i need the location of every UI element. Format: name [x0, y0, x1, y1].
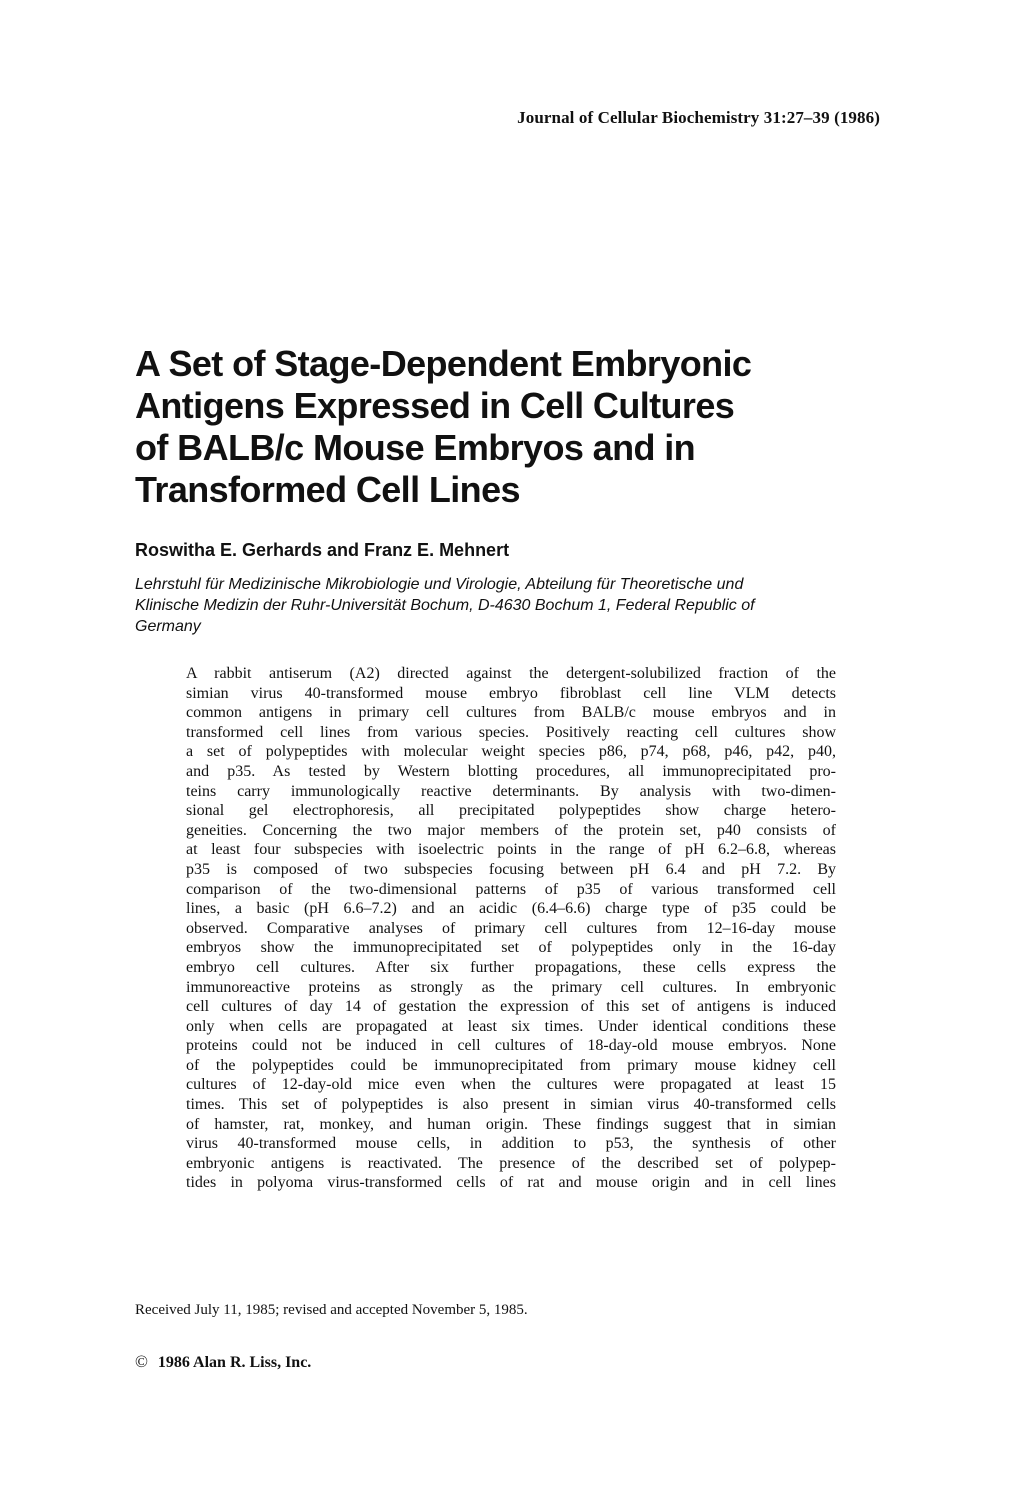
abstract-line: and p35. As tested by Western blotting procedures, all immunoprecipitated pro- — [186, 762, 836, 780]
abstract-line: sional gel electrophoresis, all precipitated polypeptides show charge hetero- — [186, 802, 836, 820]
copyright-holder: 1986 Alan R. Liss, Inc. — [157, 1354, 312, 1371]
abstract-line: virus 40-transformed mouse cells, in addition to p53, the synthesis of other — [186, 1135, 836, 1153]
copyright-notice — [135, 1352, 311, 1372]
authors: Roswitha E. Gerhards and Franz E. Mehnert — [135, 540, 510, 560]
abstract-line: p35 is composed of two subspecies focusing between pH 6.4 and pH 7.2. By — [186, 860, 836, 878]
abstract-line: a set of polypeptides with molecular weight species p86, p74, p68, p46, p42, p40, — [186, 743, 836, 761]
abstract-line: only when cells are propagated at least six times. Under identical conditions these — [186, 1017, 836, 1035]
title-line: Transformed Cell Lines — [135, 469, 520, 510]
abstract-line: tides in polyoma virus-transformed cells of rat and mouse origin and in cell lines — [186, 1174, 836, 1192]
abstract-line: cultures of 12-day-old mice even when the cultures were propagated at least 15 — [186, 1076, 836, 1094]
abstract-line: embryonic antigens is reactivated. The presence of the described set of polypep- — [186, 1154, 836, 1172]
article-title — [135, 343, 855, 511]
abstract-line: times. This set of polypeptides is also present in simian virus 40-transformed cells — [186, 1096, 836, 1114]
abstract-line: teins carry immunologically reactive determinants. By analysis with two-dimen- — [186, 782, 836, 800]
affiliation — [135, 574, 875, 637]
title-line: of BALB/c Mouse Embryos and in — [135, 427, 696, 468]
copyright-icon: © — [135, 1352, 148, 1371]
affiliation-line: Lehrstuhl für Medizinische Mikrobiologie und Virologie, Abteilung für Theoretische und — [135, 576, 744, 593]
abstract-line: comparison of the two-dimensional patterns of p35 of various transformed cell — [186, 880, 836, 898]
abstract-line: simian virus 40-transformed mouse embryo fibroblast cell line VLM detects — [186, 684, 836, 702]
received-note: Received July 11, 1985; revised and accepted November 5, 1985. — [135, 1302, 528, 1318]
abstract-line: proteins could not be induced in cell cultures of 18-day-old mouse embryos. None — [186, 1037, 836, 1055]
title-line: Antigens Expressed in Cell Cultures — [135, 385, 735, 426]
abstract-line: embryo cell cultures. After six further propagations, these cells express the — [186, 958, 836, 976]
affiliation-line: Klinische Medizin der Ruhr-Universität Bochum, D-4630 Bochum 1, Federal Republic of — [135, 597, 755, 614]
abstract-line: cell cultures of day 14 of gestation the expression of this set of antigens is induced — [186, 998, 836, 1016]
abstract-line: lines, a basic (pH 6.6–7.2) and an acidic (6.4–6.6) charge type of p35 could be — [186, 900, 836, 918]
abstract-line: common antigens in primary cell cultures from BALB/c mouse embryos and in — [186, 704, 836, 722]
abstract-line: of hamster, rat, monkey, and human origin. These findings suggest that in simian — [186, 1115, 836, 1133]
abstract-line: at least four subspecies with isoelectric points in the range of pH 6.2–6.8, whereas — [186, 841, 836, 859]
abstract-line: observed. Comparative analyses of primary cell cultures from 12–16-day mouse — [186, 919, 836, 937]
abstract-line: transformed cell lines from various species. Positively reacting cell cultures show — [186, 723, 836, 741]
abstract-line: A rabbit antiserum (A2) directed against the detergent-solubilized fraction of the — [186, 665, 836, 682]
abstract-line: immunoreactive proteins as strongly as the primary cell cultures. In embryonic — [186, 978, 836, 996]
journal-citation: Journal of Cellular Biochemistry 31:27–39 (1986) — [517, 108, 880, 127]
abstract-line: geneities. Concerning the two major members of the protein set, p40 consists of — [186, 821, 836, 839]
affiliation-line: Germany — [135, 618, 201, 635]
abstract-line: embryos show the immunoprecipitated set of polypeptides only in the 16-day — [186, 939, 836, 957]
title-line: A Set of Stage-Dependent Embryonic — [135, 343, 752, 384]
abstract — [186, 664, 836, 1193]
abstract-line: of the polypeptides could be immunoprecipitated from primary mouse kidney cell — [186, 1056, 836, 1074]
